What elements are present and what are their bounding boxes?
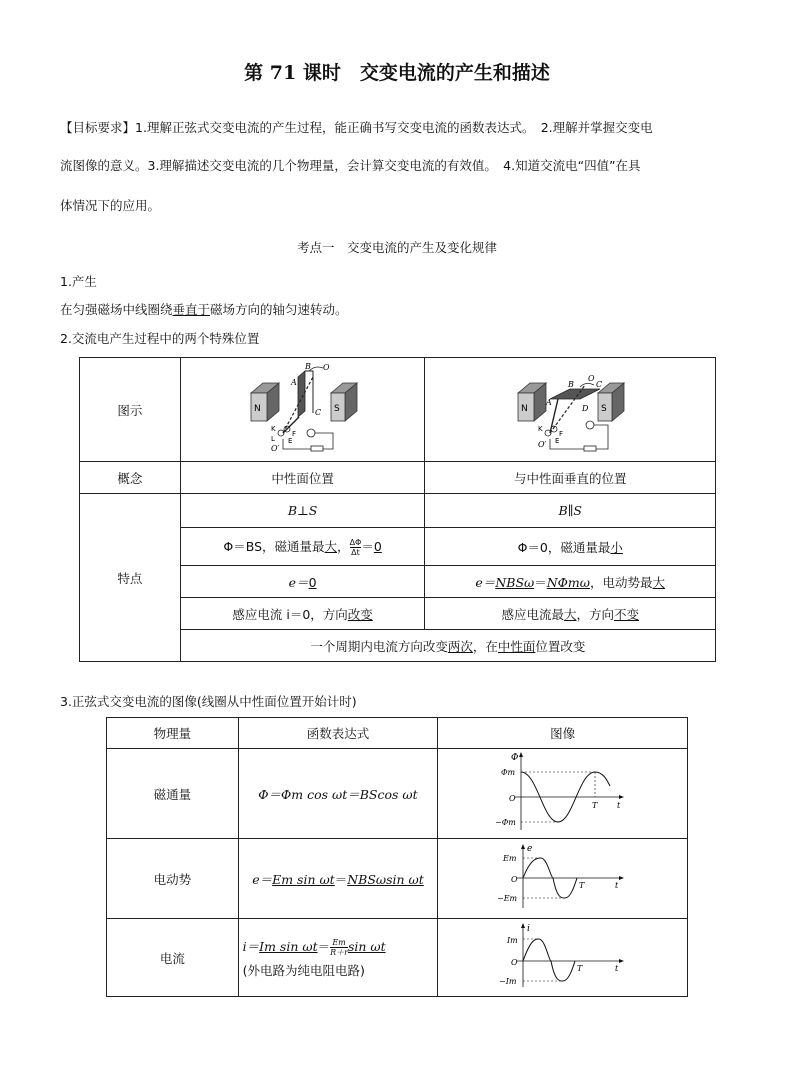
feature-4-perp [425, 598, 716, 630]
f4p-u1: 大 [563, 606, 577, 622]
f2p-u: 小 [610, 539, 623, 555]
f5-post: 位置改变 [535, 638, 586, 654]
label-A: A [290, 378, 297, 387]
flux-min-label: −Φm [494, 818, 516, 827]
row-current-graph [438, 919, 688, 997]
label-O: O [322, 363, 330, 372]
f2n-u: 大 [324, 538, 338, 554]
feature-1-perp: B∥S [425, 494, 716, 528]
para-2-heading: 2.交流电产生过程中的两个特殊位置 [60, 331, 260, 346]
f3p-post: ，电动势最 [589, 574, 653, 590]
cur-frac-bot: R＋r [330, 947, 348, 957]
f3n-pre: e＝ [288, 574, 309, 590]
f2n-pre: Φ＝BS，磁通量最 [223, 538, 325, 554]
f3p-u1: NBSω [495, 574, 535, 590]
para-1-text [60, 300, 348, 318]
label-N: N [253, 404, 261, 414]
header-graph: 图像 [438, 718, 688, 749]
feature-4-neutral [180, 598, 425, 630]
f2n-frac-top: ΔΦ [349, 537, 362, 547]
cur-frac [330, 938, 348, 957]
label-F-2: F [559, 430, 564, 438]
emf-max-label: Em [502, 854, 517, 863]
f2n-frac-bot: Δt [351, 547, 360, 557]
label-L: L [270, 435, 275, 443]
goals-label: 【目标要求】 [60, 120, 136, 135]
generator-diagram-1 [243, 363, 363, 453]
f3p-pre: e＝ [475, 574, 496, 590]
para-1-heading: 1.产生 [60, 274, 97, 289]
label-O-prime: O′ [270, 444, 279, 453]
f4p-u2: 不变 [613, 606, 639, 622]
flux-origin: O [508, 794, 516, 803]
current-min-label: −Im [498, 977, 517, 986]
label-K-2: K [538, 425, 543, 433]
feature-3-perp [425, 566, 716, 598]
row-current-expr [238, 919, 438, 997]
feature-1-neutral: B⊥S [180, 494, 425, 528]
f3p-u2: NΦmω [546, 574, 590, 590]
figure-perpendicular [425, 358, 716, 462]
para-1-pre: 在匀强磁场中线圈绕 [60, 302, 173, 317]
f5-mid: ，在 [472, 638, 498, 654]
current-time-axis: t [614, 964, 618, 973]
emf-u2: NBSωsin ωt [347, 871, 424, 887]
feature-2-perp [425, 528, 716, 566]
f4n-u: 改变 [347, 606, 373, 622]
emf-period: T [578, 881, 584, 890]
para-1-post: 磁场方向的轴匀速转动。 [210, 302, 348, 317]
label-E-2: E [555, 437, 560, 445]
f2n-frac [350, 538, 362, 557]
cur-u1: Im sin ωt [259, 938, 318, 954]
para-3-heading: 3.正弦式交变电流的图像(线圈从中性面位置开始计时) [60, 694, 357, 709]
emf-pre: e＝ [252, 871, 273, 887]
label-S-2: S [601, 404, 607, 414]
f3n-u: 0 [308, 574, 317, 590]
label-B: B [304, 363, 311, 371]
emf-origin: O [510, 875, 518, 884]
concept-neutral: 中性面位置 [180, 462, 425, 494]
f3p-eq: ＝ [534, 574, 547, 590]
current-expr-line [243, 937, 438, 957]
label-F: F [291, 430, 296, 438]
f5-u1: 两次 [447, 638, 473, 654]
goals-line-2: 流图像的意义。3.理解描述交变电流的几个物理量，会计算交变电流的有效值。 4.知道交流电“四值”在具 [60, 158, 641, 173]
emf-u1: Em sin ωt [272, 871, 335, 887]
row-flux-graph [438, 749, 688, 839]
cur-pre: i＝ [242, 938, 260, 954]
f4p-mid: ，方向 [576, 606, 614, 622]
label-B-2: B [568, 380, 575, 389]
page-title: 第 71 课时 交变电流的产生和描述 [244, 62, 550, 84]
label-A-2: A [546, 398, 552, 407]
row-flux-expr: Φ＝Φm cos ωt＝BScos ωt [238, 749, 438, 839]
flux-period: T [591, 801, 597, 810]
para-1-underlined: 垂直于 [172, 302, 211, 317]
f3p-u3: 大 [652, 574, 665, 590]
row-emf-graph [438, 839, 688, 919]
goals-line-1 [60, 118, 740, 138]
f4p-pre: 感应电流最 [501, 606, 564, 622]
label-E: E [287, 437, 293, 445]
label-D-2: D [582, 404, 589, 413]
current-axis-label: i [526, 924, 530, 934]
row-label-feature: 特点 [80, 494, 181, 662]
generator-diagram-2 [510, 363, 630, 453]
label-C-2: C [596, 380, 603, 389]
row-emf-name: 电动势 [107, 839, 239, 919]
row-label-figure: 图示 [80, 358, 181, 462]
row-current-name: 电流 [107, 919, 239, 997]
emf-graph [493, 842, 633, 912]
emf-min-label: −Em [496, 894, 517, 903]
feature-5-merged [180, 630, 715, 662]
row-emf-expr [238, 839, 438, 919]
f5-u2: 中性面 [497, 638, 536, 654]
cur-frac-top: Em [330, 938, 348, 948]
goals-line-3: 体情况下的应用。 [60, 198, 161, 213]
header-expression: 函数表达式 [238, 718, 438, 749]
positions-table [79, 357, 716, 662]
graph-table [106, 717, 688, 997]
f4n-pre: 感应电流 i＝0，方向 [232, 606, 348, 622]
current-origin: O [510, 958, 518, 967]
f2n-eq: ＝ [361, 538, 374, 554]
flux-time-axis: t [616, 801, 620, 810]
section-heading: 考点一 交变电流的产生及变化规律 [296, 240, 497, 255]
goals-text-1: 1.理解正弦式交变电流的产生过程，能正确书写交变电流的函数表达式。 2.理解并掌握交变电 [135, 120, 653, 135]
emf-time-axis: t [614, 881, 618, 890]
concept-perpendicular: 与中性面垂直的位置 [425, 462, 716, 494]
cur-post: sin ωt [347, 938, 386, 954]
flux-axis-label: Φ [510, 753, 519, 763]
flux-graph [493, 750, 633, 834]
f5-pre: 一个周期内电流方向改变 [310, 638, 448, 654]
f2n-mid: ， [337, 538, 350, 554]
figure-neutral-plane [180, 358, 425, 462]
label-N-2: N [521, 404, 528, 414]
header-quantity: 物理量 [107, 718, 239, 749]
emf-eq: ＝ [334, 871, 348, 887]
label-S: S [333, 404, 340, 414]
label-K: K [270, 425, 276, 433]
label-C: C [314, 408, 321, 417]
label-O-2: O [588, 374, 595, 383]
feature-3-neutral [180, 566, 425, 598]
flux-max-label: Φm [500, 768, 515, 777]
label-O-prime-2: O′ [538, 440, 547, 449]
feature-2-neutral [180, 528, 425, 566]
current-max-label: Im [506, 936, 518, 945]
row-label-concept: 概念 [80, 462, 181, 494]
f2n-val: 0 [373, 538, 382, 554]
current-note: (外电路为纯电阻电路) [242, 962, 365, 978]
current-graph [493, 921, 633, 991]
cur-eq: ＝ [317, 938, 331, 954]
f2p-pre: Φ＝0，磁通量最 [517, 539, 611, 555]
current-period: T [576, 964, 582, 973]
row-flux-name: 磁通量 [107, 749, 239, 839]
emf-axis-label: e [526, 844, 532, 854]
